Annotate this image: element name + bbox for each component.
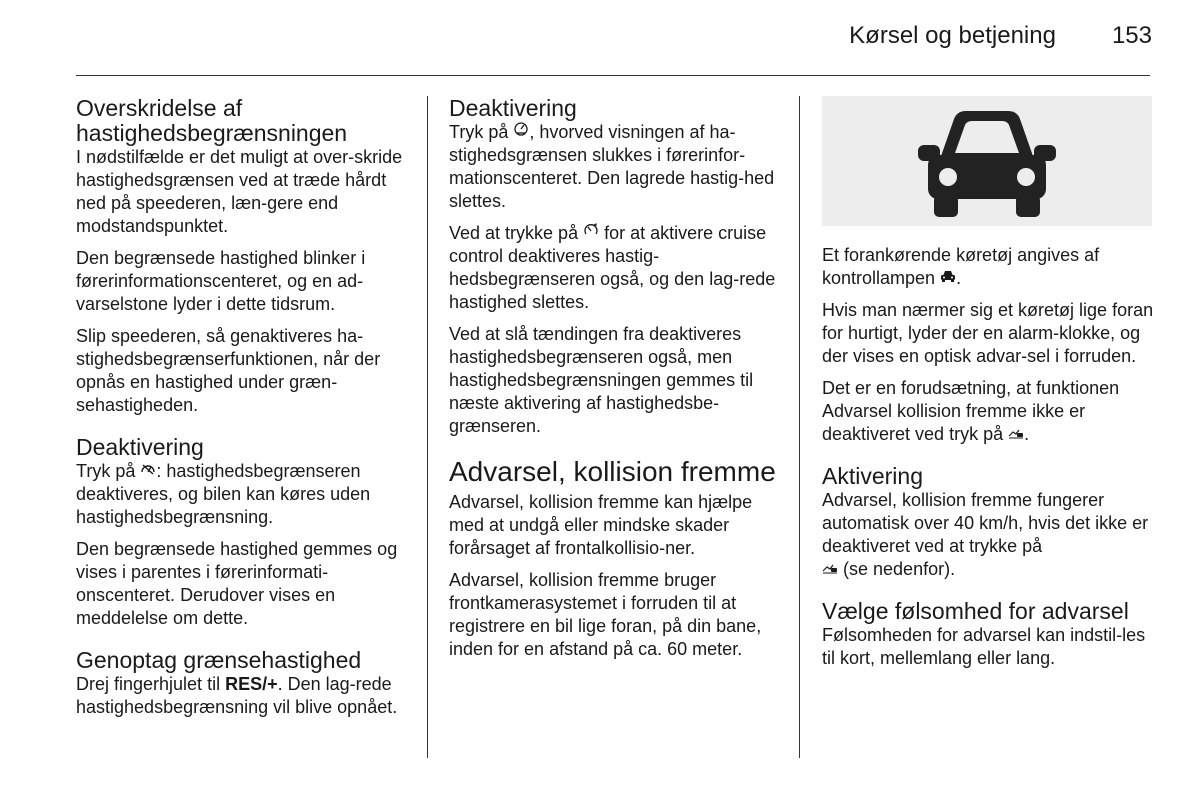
- paragraph: Ved at slå tændingen fra deaktiveres hastighedsbegrænseren også, men hastighedsbegrænsningen gemmes til næste aktivering af hastighedsbe-grænseren.: [449, 324, 754, 436]
- heading-overskridelse-line2: hastighedsbegrænsningen: [76, 120, 348, 146]
- vehicle-ahead-icon: [940, 267, 956, 290]
- paragraph: Den begrænsede hastighed gemmes og vises i parentes i førerinformati-onscenteret. Derudover vises en meddelelse om dette.: [76, 539, 398, 628]
- column-2: [449, 96, 781, 670]
- car-front-icon: [912, 101, 1062, 221]
- page-number: 153: [1111, 22, 1152, 49]
- heading-advarsel-kollision: Advarsel, kollision fremme: [449, 456, 776, 487]
- paragraph: [76, 673, 408, 719]
- text-fragment: (se nedenfor).: [843, 559, 956, 579]
- heading-overskridelse: [76, 96, 408, 146]
- text-fragment: , hvorved visningen af ha-stighedsgrænsen slukkes i førerinfor-mationscenteret. Den lagrede hastig-hed slettes.: [449, 122, 775, 211]
- heading-genoptag: Genoptag grænsehastighed: [76, 647, 362, 673]
- paragraph: [822, 377, 1154, 446]
- paragraph: [76, 460, 408, 529]
- section-title: Kørsel og betjening: [849, 22, 1056, 49]
- text-fragment: Tryk på: [76, 461, 136, 481]
- heading-deaktivering: Deaktivering: [76, 434, 204, 460]
- heading-deaktivering-2: Deaktivering: [449, 95, 577, 121]
- paragraph: Slip speederen, så genaktiveres ha-stighedsbegrænserfunktionen, når der opnås en hastighed under græn-sehastigheden.: [76, 326, 381, 415]
- text-fragment: for at aktivere cruise control deaktiveres hastig-hedsbegrænseren også, og den lag-rede hastighed slettes.: [449, 223, 776, 312]
- collision-alert-button-icon: [822, 558, 838, 581]
- page-header: [849, 22, 1152, 50]
- column-3: [822, 96, 1154, 679]
- heading-aktivering: Aktivering: [822, 463, 923, 489]
- paragraph: Den begrænsede hastighed blinker i førerinformationscenteret, og en ad-varselstone lyder i dette tidsrum.: [76, 248, 366, 314]
- header-divider: [76, 75, 1150, 76]
- text-fragment: Tryk på: [449, 122, 509, 142]
- column-divider-2: [799, 96, 800, 758]
- paragraph: I nødstilfælde er det muligt at over-skride hastighedsgrænsen ved at træde hårdt ned på speederen, læn-gere end modstandspunktet.: [76, 147, 403, 236]
- cruise-control-icon: [583, 222, 599, 245]
- column-1: [76, 96, 408, 728]
- text-fragment: .: [1024, 424, 1030, 444]
- paragraph: Følsomheden for advarsel kan indstil-les til kort, mellemlang eller lang.: [822, 625, 1146, 668]
- text-fragment: .: [956, 268, 962, 288]
- text-fragment: Det er en forudsætning, at funktionen Advarsel kollision fremme ikke er deaktiveret ved tryk på: [822, 378, 1120, 444]
- heading-vaelge-folsomhed: Vælge følsomhed for advarsel: [822, 598, 1129, 624]
- vehicle-ahead-illustration: [822, 96, 1152, 226]
- paragraph: Advarsel, kollision fremme bruger frontkamerasystemet i forruden til at registrere en bil lige foran, på din bane, inden for en afstand på ca. 60 meter.: [449, 570, 762, 659]
- paragraph: [449, 121, 781, 213]
- heading-overskridelse-line1: Overskridelse af: [76, 95, 243, 121]
- text-fragment: Advarsel, kollision fremme fungerer automatisk over 40 km/h, hvis det ikke er deaktiveret ved at trykke på: [822, 490, 1149, 556]
- paragraph: Hvis man nærmer sig et køretøj lige foran for hurtigt, lyder der en alarm-klokke, og der vises en optisk advar-sel i forruden.: [822, 300, 1154, 366]
- collision-alert-button-icon: [1008, 423, 1024, 446]
- text-fragment: Ved at trykke på: [449, 223, 579, 243]
- text-fragment: : hastighedsbegrænseren deaktiveres, og bilen kan køres uden hastighedsbegrænsning.: [76, 461, 371, 527]
- text-fragment: Et forankørende køretøj angives af kontrollampen: [822, 245, 1100, 288]
- text-fragment: Drej fingerhjulet til: [76, 674, 221, 694]
- paragraph: Advarsel, kollision fremme kan hjælpe med at undgå eller mindske skader forårsaget af frontalkollisio-ner.: [449, 492, 753, 558]
- paragraph: [822, 489, 1154, 581]
- speed-limiter-icon: [513, 121, 529, 144]
- speed-limiter-off-icon: [140, 460, 156, 483]
- paragraph: [822, 244, 1154, 290]
- paragraph: [449, 222, 781, 314]
- res-plus-label: RES/+: [225, 674, 278, 694]
- column-divider-1: [427, 96, 428, 758]
- text-fragment: . Den lag-rede hastighedsbegrænsning vil blive opnået.: [76, 674, 398, 717]
